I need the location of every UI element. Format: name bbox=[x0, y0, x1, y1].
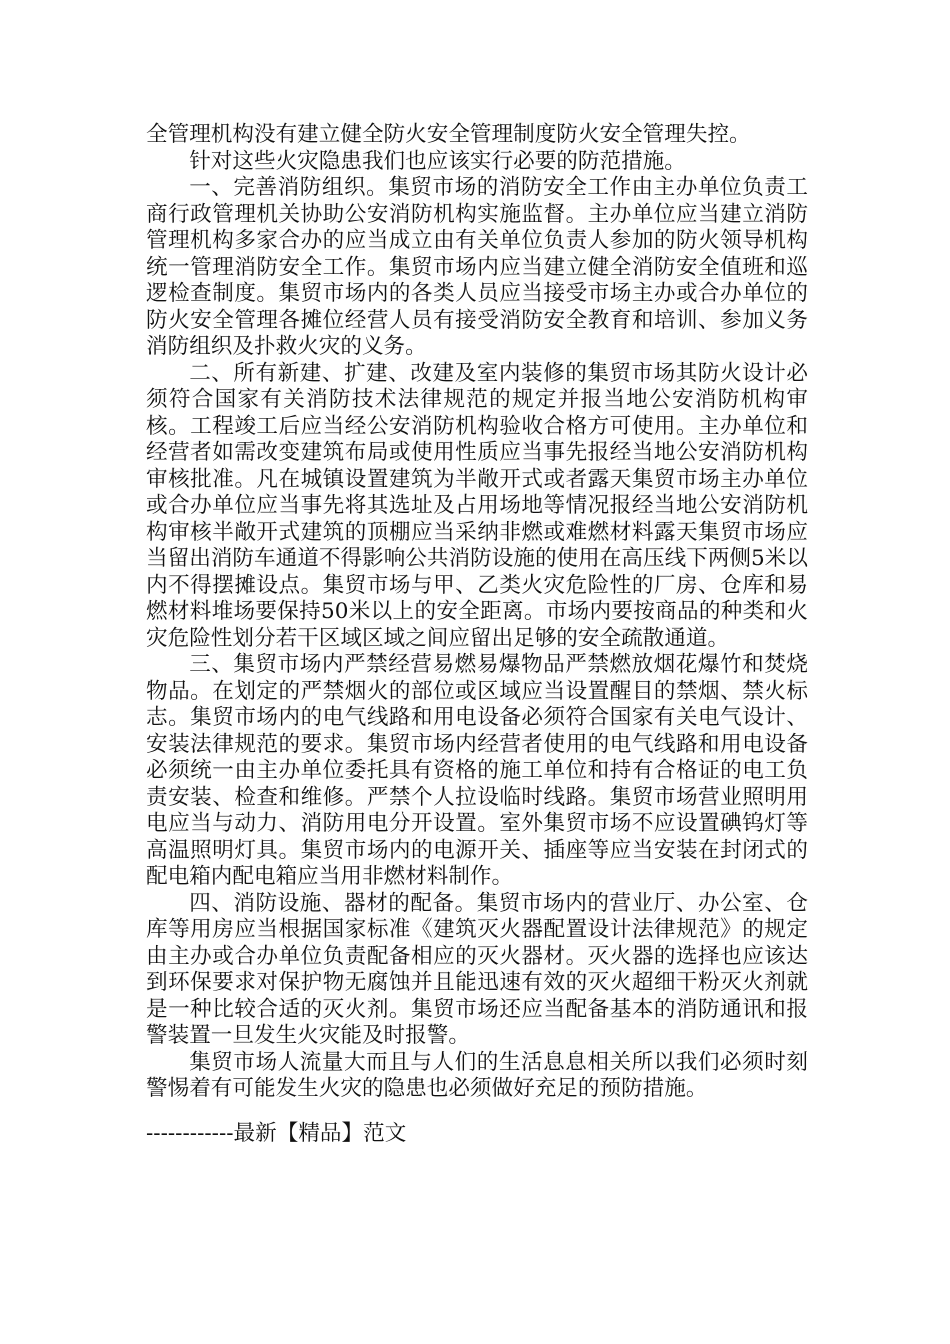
paragraph-section-2: 二、所有新建、扩建、改建及室内装修的集贸市场其防火设计必须符合国家有关消防技术法律规范的规定并报当地公安消防机构审核。工程竣工后应当经公安消防机构验收合格方可使用。主办单位和经营者如需改变建筑布局或使用性质应当事先报经当地公安消防机构审核批准。凡在城镇设置建筑为半敞开式或者露天集贸市场主办单位或合办单位应当事先将其选址及占用场地等情况报经当地公安消防机构审核半敞开式建筑的顶棚应当采纳非燃或难燃材料露天集贸市场应当留出消防车通道不得影响公共消防设施的使用在高压线下两侧5米以内不得摆摊设点。集贸市场与甲、乙类火灾危险性的厂房、仓库和易燃材料堆场要保持50米以上的安全距离。市场内要按商品的种类和火灾危险性划分若干区域区域之间应留出足够的安全疏散通道。 bbox=[146, 360, 808, 651]
paragraph-intro: 针对这些火灾隐患我们也应该实行必要的防范措施。 bbox=[189, 148, 686, 174]
paragraph-section-1: 一、完善消防组织。集贸市场的消防安全工作由主办单位负责工商行政管理机关协助公安消防机构实施监督。主办单位应当建立消防管理机构多家合办的应当成立由有关单位负责人参加的防火领导机构统一管理消防安全工作。集贸市场内应当建立健全消防安全值班和巡逻检查制度。集贸市场内的各类人员应当接受市场主办或合办单位的防火安全管理各摊位经营人员有接受消防安全教育和培训、参加义务消防组织及扑救火灾的义务。 bbox=[146, 175, 808, 359]
paragraph-section-3: 三、集贸市场内严禁经营易燃易爆物品严禁燃放烟花爆竹和焚烧物品。在划定的严禁烟火的部位或区域应当设置醒目的禁烟、禁火标志。集贸市场内的电气线路和用电设备必须符合国家有关电气设计、安装法律规范的要求。集贸市场内经营者使用的电气线路和用电设备必须统一由主办单位委托具有资格的施工单位和持有合格证的电工负责安装、检查和维修。严禁个人拉设临时线路。集贸市场营业照明用电应当与动力、消防用电分开设置。室外集贸市场不应设置碘钨灯等高温照明灯具。集贸市场内的电源开关、插座等应当安装在封闭式的配电箱内配电箱应当用非燃材料制作。 bbox=[146, 652, 808, 889]
document-body bbox=[146, 122, 808, 1103]
paragraph-conclusion: 集贸市场人流量大而且与人们的生活息息相关所以我们必须时刻警惕着有可能发生火灾的隐患也必须做好充足的预防措施。 bbox=[146, 1049, 808, 1101]
paragraph-continuation: 全管理机构没有建立健全防火安全管理制度防火安全管理失控。 bbox=[146, 122, 751, 147]
footer-text: ------------最新【精品】范文 bbox=[146, 1121, 407, 1146]
paragraph-section-4: 四、消防设施、器材的配备。集贸市场内的营业厅、办公室、仓库等用房应当根据国家标准《建筑灭火器配置设计法律规范》的规定由主办或合办单位负责配备相应的灭火器材。灭火器的选择也应该达到环保要求对保护物无腐蚀并且能迅速有效的灭火超细干粉灭火剂就是一种比较合适的灭火剂。集贸市场还应当配备基本的消防通讯和报警装置一旦发生火灾能及时报警。 bbox=[146, 890, 808, 1048]
